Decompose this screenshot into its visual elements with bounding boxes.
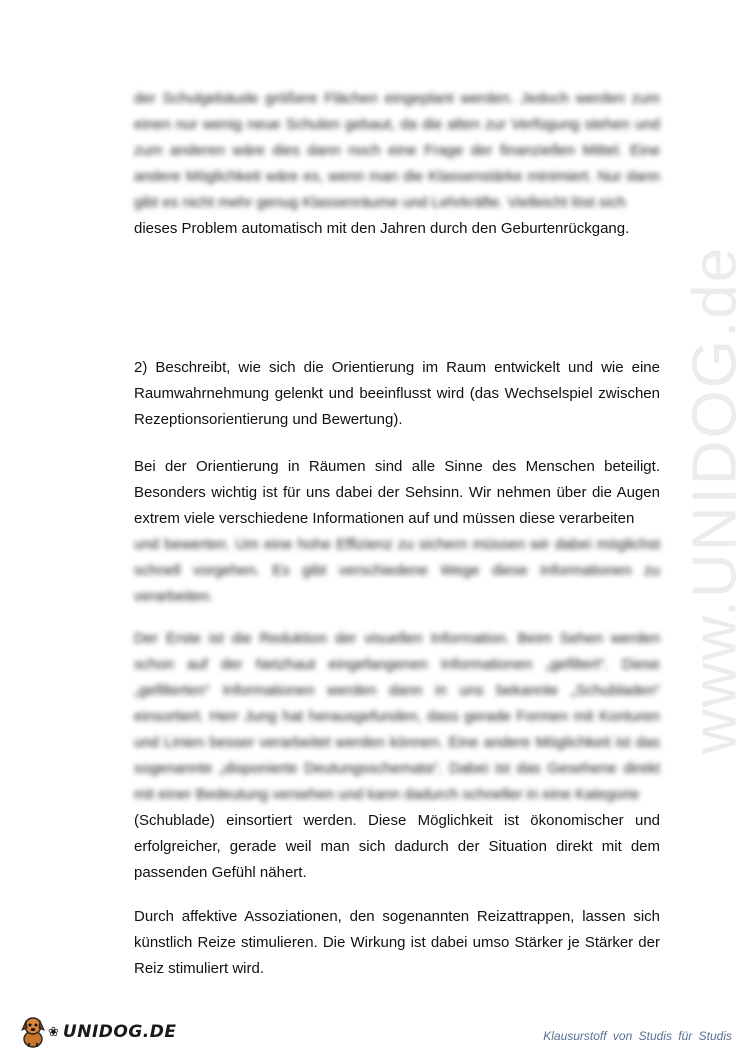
- paragraph-2: [134, 454, 660, 610]
- question-2: [134, 355, 660, 433]
- paragraph-3-visible: (Schublade) einsortiert werden. Diese Möglichkeit ist ökonomischer und erfolgreicher, gerade weil man sich dadurch der Situation direkt mit dem passenden Gefühl nähert.: [134, 812, 660, 881]
- paragraph-1: [134, 86, 660, 242]
- footer-tagline: Klausurstoff von Studis für Studis: [543, 1029, 732, 1043]
- paragraph-3-blurred: Der Erste ist die Reduktion der visuellen Information. Beim Sehen werden schon auf der Netzhaut eingefangenen Informationen „gefiltert“. Diese „gefilterten“ Informationen werden dann in uns bekannte „Schubladen“ einsortiert. Herr Jung hat herausgefunden, dass gerade Formen mit Konturen und Linien besser verarbeitet werden können. Eine andere Möglichkeit ist das sogenannte „disponierte Deutungsschemata“. Dabei ist das Gesehene direkt mit einer Bedeutung versehen und kann dadurch schneller in eine Kategorie: [134, 630, 660, 803]
- paragraph-1-visible: dieses Problem automatisch mit den Jahren durch den Geburtenrückgang.: [134, 220, 630, 237]
- paw-icon: ❀: [48, 1024, 59, 1039]
- paragraph-1-blurred: der Schulgebäude größere Flächen eingeplant werden. Jedoch werden zum einen nur wenig neue Schulen gebaut, da die alten zur Verfügung stehen und zum anderen wäre dies dann noch eine Frage der finanziellen Mittel. Eine andere Möglichkeit wäre es, wenn man die Klassenstärke minimiert. Nur dann gibt es nicht mehr genug Klassenräume und Lehrkräfte. Vielleicht löst sich: [134, 90, 660, 211]
- unidog-logo[interactable]: [18, 1012, 176, 1052]
- paragraph-2-visible: Bei der Orientierung in Räumen sind alle Sinne des Menschen beteiligt. Besonders wichtig ist für uns dabei der Sehsinn. Wir nehmen über die Augen extrem viele verschiedene Informationen auf und müssen diese verarbeiten: [134, 458, 660, 527]
- paragraph-3: [134, 626, 660, 886]
- watermark: www.UNIDOG.de: [680, 245, 750, 755]
- dog-mascot-icon: [18, 1014, 48, 1050]
- question-text: 2) Beschreibt, wie sich die Orientierung im Raum entwickelt und wie eine Raumwahrnehmung gelenkt und beeinflusst wird (das Wechselspiel zwischen Rezeptionsorientierung und Bewertung).: [134, 359, 660, 428]
- paragraph-4-text: Durch affektive Assoziationen, den sogenannten Reizattrappen, lassen sich künstlich Reize stimulieren. Die Wirkung ist dabei umso Stärker je Stärker der Reiz stimuliert wird.: [134, 908, 660, 977]
- logo-text: UNIDOG.DE: [62, 1022, 177, 1042]
- paragraph-4: [134, 904, 660, 982]
- paragraph-2-blurred: und bewerten. Um eine hohe Effizienz zu sichern müssen wir dabei möglichst schnell vorgehen. Es gibt verschiedene Wege diese Informationen zu verarbeiten.: [134, 536, 660, 605]
